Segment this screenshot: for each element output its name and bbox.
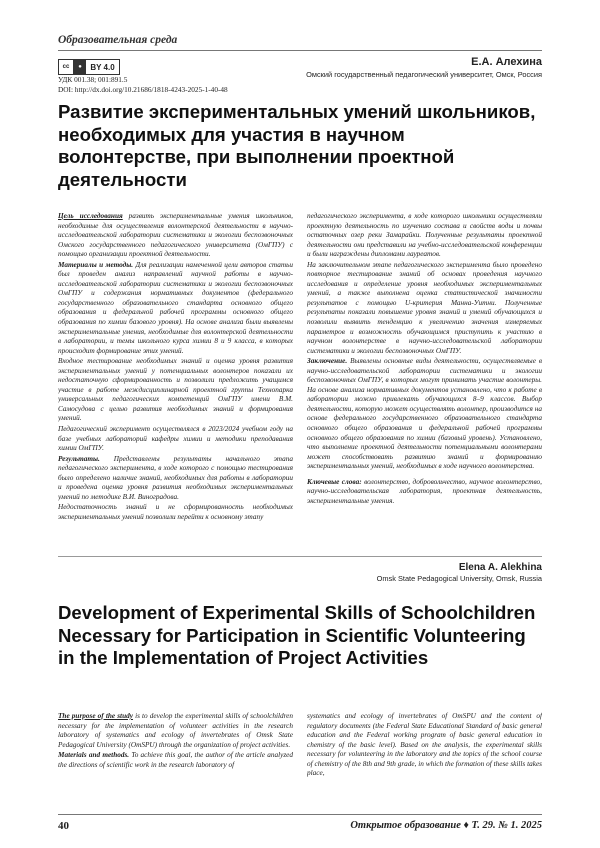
person-icon: ● <box>74 60 86 74</box>
abstract-en-right-column <box>307 712 542 810</box>
keywords-ru: Ключевые слова: волонтерство, добровольчество, научное волонтерство, научно-исследовательская лаборатория, проектная деятельность, экспериментальные умения. <box>307 477 542 505</box>
article-title-en: Development of Experimental Skills of Schoolchildren Necessary for Participation in Scientific Volunteering in the Implementation of Project Activities <box>58 602 536 668</box>
author-affiliation-en: Omsk State Pedagogical University, Omsk, Russia <box>376 574 542 583</box>
abstract-paragraph: Materials and methods. To achieve this goal, the author of the article analyzed the directions of scientific work in the research laboratory of <box>58 751 293 769</box>
article-title-ru: Развитие экспериментальных умений школьников, необходимых для участия в научном волонтерстве, при выполнении проектной деятельности <box>58 101 536 190</box>
abstract-paragraph: педагогического эксперимента, в ходе которого школьники осуществляли проектную деятельность по изучению состава и свойств воды и почвы остаточных озер реки Замарайки. Полученные результаты проектной деятельности они представили на учебно-исследовательской конференции и были награждены дипломами лауреатов. <box>307 212 542 259</box>
abstract-paragraph: Входное тестирование необходимых знаний и оценка уровня развития экспериментальных умений у потенциальных волонтеров показали их недостаточную сформированность и позволили предложить учащимся участие в работе междисциплинарной проектной группы Технопарка универсальных педагогических компетенций ОмГПУ имени В.М. Самосудова с целью развития необходимых знаний и формирования умений. <box>58 357 293 423</box>
author-affiliation-ru: Омский государственный педагогический университет, Омск, Россия <box>306 70 542 79</box>
header-rule <box>58 50 542 51</box>
abstract-ru-left-column <box>58 212 293 544</box>
journal-footer: Открытое образование ♦ Т. 29. № 1. 2025 <box>350 820 542 831</box>
cc-icon: cc <box>59 60 74 74</box>
abstract-paragraph: The purpose of the study is to develop the experimental skills of schoolchildren necessary for the implementation of volunteer activities in the research laboratory of systematics and ecology of invertebrates of Omsk State Pedagogical University (OmSPU) through the organization of project activities. <box>58 712 293 749</box>
udc-code: УДК 001.38; 001:891.5 <box>58 75 128 84</box>
author-name-ru: Е.А. Алехина <box>471 56 542 68</box>
doi-link[interactable]: DOI: http://dx.doi.org/10.21686/1818-4243-2025-1-40-48 <box>58 85 228 94</box>
abstract-paragraph: Недостаточность знаний и не сформированность необходимых экспериментальных умений позволили перейти к основному этапу <box>58 503 293 521</box>
abstract-paragraph: На заключительном этапе педагогического эксперимента было проведено повторное тестирование знаний об основах проведения научного исследования и определение уровня необходимых экспериментальных умений, а также выполнена оценка статистической значимости результатов с помощью U-критерия Манна-Уитни. Полученные результаты показали повышение уровня знаний и умений обучающихся и позволили выявить тенденцию к увеличению значения измеряемых параметров и возможность обучающимся приступить к участию в научном волонтерстве в научно-исследовательской лаборатории систематики и экологии беспозвоночных ОмГПУ. <box>307 260 542 355</box>
license-badge[interactable] <box>58 59 120 75</box>
abstract-en-left-column <box>58 712 293 810</box>
footer-rule <box>58 814 542 815</box>
journal-section-title: Образовательная среда <box>58 34 178 46</box>
license-label: BY 4.0 <box>90 62 115 72</box>
abstract-ru <box>58 212 542 544</box>
abstract-en <box>58 712 542 810</box>
abstract-paragraph: Материалы и методы. Для реализации намеченной цели авторов статьи был проведен анализ направлений научной работы в научно-исследовательской лаборатории систематики и экологии беспозвоночных ОмГПУ и содержания нормативных документов (федерального государственного образовательного стандарта основного общего образования и федеральной рабочей программы основного общего образования по химии базового уровня). На основе анализа были выявлены экспериментальные умения, необходимые для волонтерской деятельности в лаборатории, и темы школьного курса химии 8 и 9 класса, в которых происходит формирование этих умений. <box>58 260 293 355</box>
author-block-ru <box>306 56 542 79</box>
abstract-paragraph: Заключение. Выявлены основные виды деятельности, осуществляемые в научно-исследовательской лаборатории систематики и экологии беспозвоночных ОмГПУ, в которых могут принимать участие волонтеры. На основе анализа нормативных документов установлено, что к работе в лаборатории можно привлекать обучающихся 8–9 классов. Выбор деятельности, которую может осуществлять волонтер, производится на основе федерального государственного образовательного стандарта основного общего образования и федеральной рабочей программы основного общего образования по химии (базовый уровень). Установлено, что выполнение проектной деятельности потенциальными волонтерами может способствовать развитию знаний и формированию экспериментальных умений, необходимых в ходе научного волонтерства. <box>307 357 542 471</box>
article-meta <box>58 75 228 95</box>
abstract-paragraph: Результаты. Представлены результаты начального этапа педагогического эксперимента, в ходе которого с помощью тестирования было определено наличие знаний, необходимых для работы в лаборатории и проведена оценка уровня развития необходимых экспериментальных умений по методике В.И. Виноградова. <box>58 454 293 501</box>
abstract-paragraph: Цель исследования развить экспериментальные умения школьников, необходимые для осуществления волонтерской деятельности в научно-исследовательской лаборатории систематики и экологии беспозвоночных Омского государственного педагогического университета (ОмГПУ) с помощью организации проектной деятельности. <box>58 212 293 259</box>
abstract-paragraph: systematics and ecology of invertebrates of OmSPU and the content of regulatory documents (the Federal State Educational Standard of basic general education and the Federal working program of basic general education in chemistry of the basic level). Based on the analysis, the experimental skills necessary for volunteering in the laboratory and the topics of the school course of chemistry of the 8th and 9th grade, in which the formation of these skills takes place, <box>307 712 542 778</box>
abstract-ru-right-column <box>307 212 542 544</box>
section-divider <box>58 556 542 557</box>
author-name-en: Elena A. Alekhina <box>458 562 542 573</box>
abstract-paragraph: Педагогический эксперимент осуществлялся в 2023/2024 учебном году на базе учебных лабораторий кафедры химии и методики преподавания химии ОмГПУ. <box>58 425 293 453</box>
page-number: 40 <box>58 820 69 832</box>
author-block-en <box>377 562 542 583</box>
